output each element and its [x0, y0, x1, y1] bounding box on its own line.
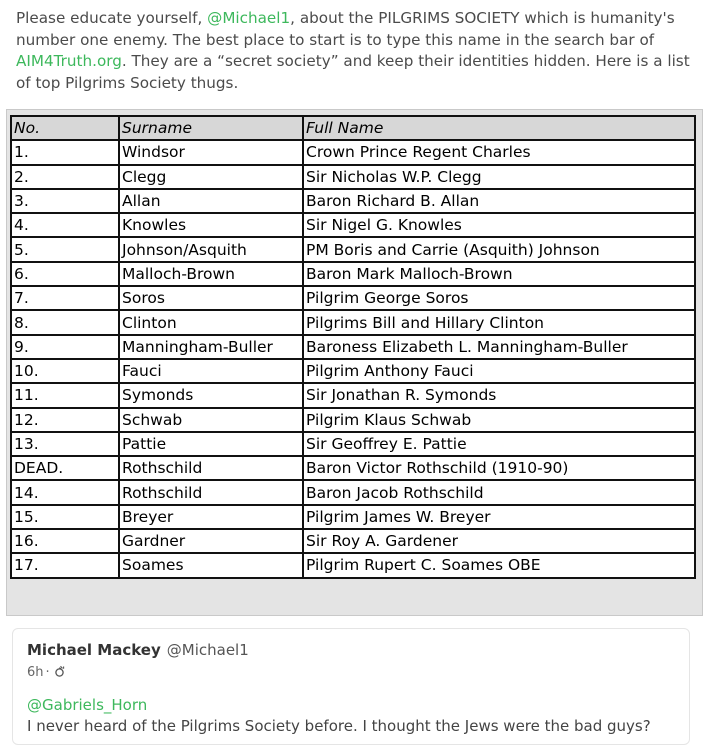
post-text-part2: , about the PILGRIMS SOCIETY which is humanity's number one enemy. The best place to start is to type this name in the search bar of — [16, 9, 675, 49]
cell-surname: Malloch-Brown — [119, 262, 303, 286]
cell-full-name: Crown Prince Regent Charles — [303, 140, 695, 164]
cell-no: 1. — [11, 140, 119, 164]
table-row — [11, 359, 695, 383]
website-link[interactable]: AIM4Truth.org — [16, 52, 122, 70]
cell-surname: Symonds — [119, 383, 303, 407]
mention-link[interactable]: @Michael1 — [207, 9, 291, 27]
cell-full-name: Pilgrims Bill and Hillary Clinton — [303, 310, 695, 334]
table-row — [11, 456, 695, 480]
cell-surname: Rothschild — [119, 456, 303, 480]
reply-author[interactable] — [27, 641, 249, 659]
table-row — [11, 213, 695, 237]
cell-no: DEAD. — [11, 456, 119, 480]
reply-body: I never heard of the Pilgrims Society before. I thought the Jews were the bad guys? — [27, 717, 651, 735]
table-row — [11, 237, 695, 261]
cell-surname: Allan — [119, 189, 303, 213]
cell-no: 2. — [11, 165, 119, 189]
reply-author-name[interactable]: Michael Mackey — [27, 641, 161, 659]
cell-full-name: Pilgrim Klaus Schwab — [303, 408, 695, 432]
meta-separator: · — [45, 665, 50, 680]
cell-surname: Manningham-Buller — [119, 335, 303, 359]
cell-full-name: Baron Victor Rothschild (1910-90) — [303, 456, 695, 480]
pilgrims-table — [10, 115, 696, 579]
cell-full-name: Baron Mark Malloch-Brown — [303, 262, 695, 286]
header-full-name: Full Name — [303, 116, 695, 140]
reply-timestamp[interactable]: 6h — [27, 665, 44, 680]
cell-surname: Johnson/Asquith — [119, 237, 303, 261]
cell-full-name: Sir Jonathan R. Symonds — [303, 383, 695, 407]
cell-full-name: Sir Roy A. Gardener — [303, 529, 695, 553]
cell-no: 14. — [11, 480, 119, 504]
table-row — [11, 432, 695, 456]
cell-surname: Clegg — [119, 165, 303, 189]
cell-no: 16. — [11, 529, 119, 553]
reply-meta — [27, 664, 65, 680]
table-row — [11, 383, 695, 407]
cell-no: 5. — [11, 237, 119, 261]
cell-surname: Fauci — [119, 359, 303, 383]
cell-no: 6. — [11, 262, 119, 286]
table-row — [11, 480, 695, 504]
cell-full-name: Sir Nicholas W.P. Clegg — [303, 165, 695, 189]
cell-full-name: Baron Richard B. Allan — [303, 189, 695, 213]
cell-full-name: Pilgrim James W. Breyer — [303, 505, 695, 529]
cell-full-name: Sir Nigel G. Knowles — [303, 213, 695, 237]
cell-surname: Soros — [119, 286, 303, 310]
cell-no: 8. — [11, 310, 119, 334]
emoji-reaction-icon[interactable] — [54, 665, 65, 676]
table-row — [11, 262, 695, 286]
cell-full-name: Pilgrim Anthony Fauci — [303, 359, 695, 383]
reply-card[interactable] — [12, 628, 690, 745]
cell-surname: Soames — [119, 553, 303, 577]
reply-mention[interactable]: @Gabriels_Horn — [27, 696, 148, 714]
cell-no: 3. — [11, 189, 119, 213]
cell-no: 12. — [11, 408, 119, 432]
reply-author-handle[interactable]: @Michael1 — [166, 641, 249, 659]
cell-full-name: Baroness Elizabeth L. Manningham-Buller — [303, 335, 695, 359]
post-text — [16, 8, 701, 94]
table-row — [11, 165, 695, 189]
cell-surname: Windsor — [119, 140, 303, 164]
cell-surname: Rothschild — [119, 480, 303, 504]
cell-full-name: Sir Geoffrey E. Pattie — [303, 432, 695, 456]
header-surname: Surname — [119, 116, 303, 140]
cell-no: 17. — [11, 553, 119, 577]
table-row — [11, 335, 695, 359]
table-row — [11, 189, 695, 213]
cell-surname: Knowles — [119, 213, 303, 237]
post-text-part1: Please educate yourself, — [16, 9, 208, 27]
cell-no: 9. — [11, 335, 119, 359]
table-row — [11, 505, 695, 529]
header-no: No. — [11, 116, 119, 140]
cell-no: 7. — [11, 286, 119, 310]
table-row — [11, 408, 695, 432]
cell-full-name: PM Boris and Carrie (Asquith) Johnson — [303, 237, 695, 261]
cell-no: 4. — [11, 213, 119, 237]
cell-surname: Pattie — [119, 432, 303, 456]
cell-surname: Schwab — [119, 408, 303, 432]
cell-surname: Clinton — [119, 310, 303, 334]
cell-full-name: Pilgrim Rupert C. Soames OBE — [303, 553, 695, 577]
table-row — [11, 286, 695, 310]
table-row — [11, 310, 695, 334]
cell-no: 13. — [11, 432, 119, 456]
cell-full-name: Baron Jacob Rothschild — [303, 480, 695, 504]
cell-surname: Breyer — [119, 505, 303, 529]
cell-surname: Gardner — [119, 529, 303, 553]
table-row — [11, 140, 695, 164]
table-row — [11, 553, 695, 577]
post-text-part3: . They are a “secret society” and keep their identities hidden. Here is a list of top Pilgrims Society thugs. — [16, 52, 690, 92]
table-row — [11, 529, 695, 553]
cell-no: 15. — [11, 505, 119, 529]
table-image — [6, 109, 703, 616]
cell-no: 11. — [11, 383, 119, 407]
cell-full-name: Pilgrim George Soros — [303, 286, 695, 310]
cell-no: 10. — [11, 359, 119, 383]
table-header-row — [11, 116, 695, 140]
